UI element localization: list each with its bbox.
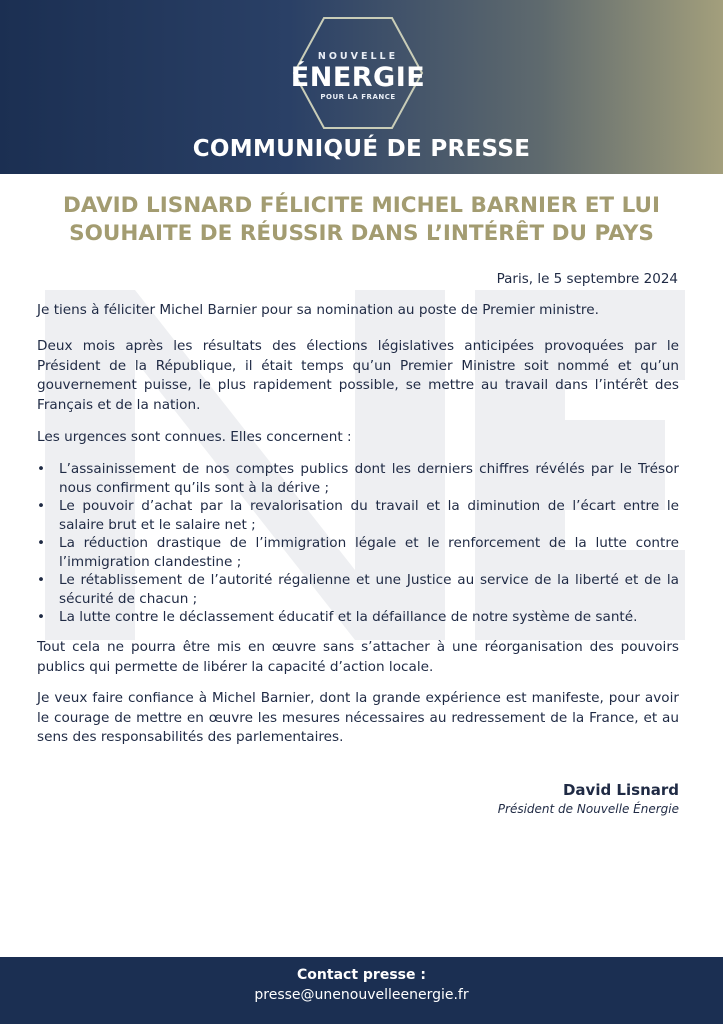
paragraph-5: Je veux faire confiance à Michel Barnier, dont la grande expérience est manifeste, pour avoir le courage de mettre en œuvre les mesures nécessaires au redressement de la France, et au sens des responsabilités des parlementaires. (37, 690, 679, 745)
list-item-text: La réduction drastique de l’immigration légale et le renforcement de la lutte contre l’immigration clandestine ; (59, 535, 679, 570)
contact-label: Contact presse : (297, 967, 426, 983)
list-item (37, 497, 679, 534)
paragraph-2: Deux mois après les résultats des élections législatives anticipées provoquées par le Président de la République, il était temps qu’un Premier Ministre soit nommé et qu’un gouvernement puisse, le plus rapidement possible, se mettre au travail dans l’intérêt des Français et de la nation. (37, 338, 679, 413)
list-item (37, 460, 679, 497)
list-item (37, 608, 679, 627)
logo-main-text: ÉNERGIE (290, 62, 426, 93)
bullet-icon: • (37, 572, 46, 588)
signature-name: David Lisnard (562, 781, 679, 799)
press-release-title: COMMUNIQUÉ DE PRESSE (192, 136, 531, 162)
headline-line-1: DAVID LISNARD FÉLICITE MICHEL BARNIER ET LUI (63, 193, 660, 218)
document-date: Paris, le 5 septembre 2024 (496, 271, 678, 287)
bullet-icon: • (37, 609, 46, 625)
bullet-icon: • (37, 535, 46, 551)
paragraph-4: Tout cela ne pourra être mis en œuvre sans s’attacher à une réorganisation des pouvoirs publics qui permette de libérer la capacité d’action locale. (37, 639, 679, 675)
header-banner (0, 0, 723, 174)
contact-email: presse@unenouvelleenergie.fr (254, 987, 469, 1003)
headline-line-2: SOUHAITE DE RÉUSSIR DANS L’INTÉRÊT DU PAYS (69, 221, 654, 246)
paragraph-1: Je tiens à féliciter Michel Barnier pour sa nomination au poste de Premier ministre. (37, 302, 599, 318)
bullet-icon: • (37, 461, 46, 477)
list-item-text: Le pouvoir d’achat par la revalorisation du travail et la diminution de l’écart entre le salaire brut et le salaire net ; (59, 498, 679, 533)
signature-role: Président de Nouvelle Énergie (497, 802, 679, 816)
footer-contact (0, 957, 723, 1024)
paragraph-3: Les urgences sont connues. Elles concernent : (37, 429, 352, 445)
list-item (37, 534, 679, 571)
list-item-text: L’assainissement de nos comptes publics dont les derniers chiffres révélés par le Trésor nous confirment qu’ils sont à la dérive ; (59, 461, 679, 496)
nouvelle-energie-logo (290, 14, 426, 132)
headline (20, 192, 703, 248)
logo-top-text: NOUVELLE (317, 51, 399, 62)
logo-bottom-text: POUR LA FRANCE (320, 93, 396, 101)
list-item-text: Le rétablissement de l’autorité régalienne et une Justice au service de la liberté et de la sécurité de chacun ; (59, 572, 679, 607)
bullet-icon: • (37, 498, 46, 514)
list-item (37, 571, 679, 608)
list-item-text: La lutte contre le déclassement éducatif et la défaillance de notre système de santé. (59, 609, 638, 625)
urgencies-list (37, 460, 679, 627)
